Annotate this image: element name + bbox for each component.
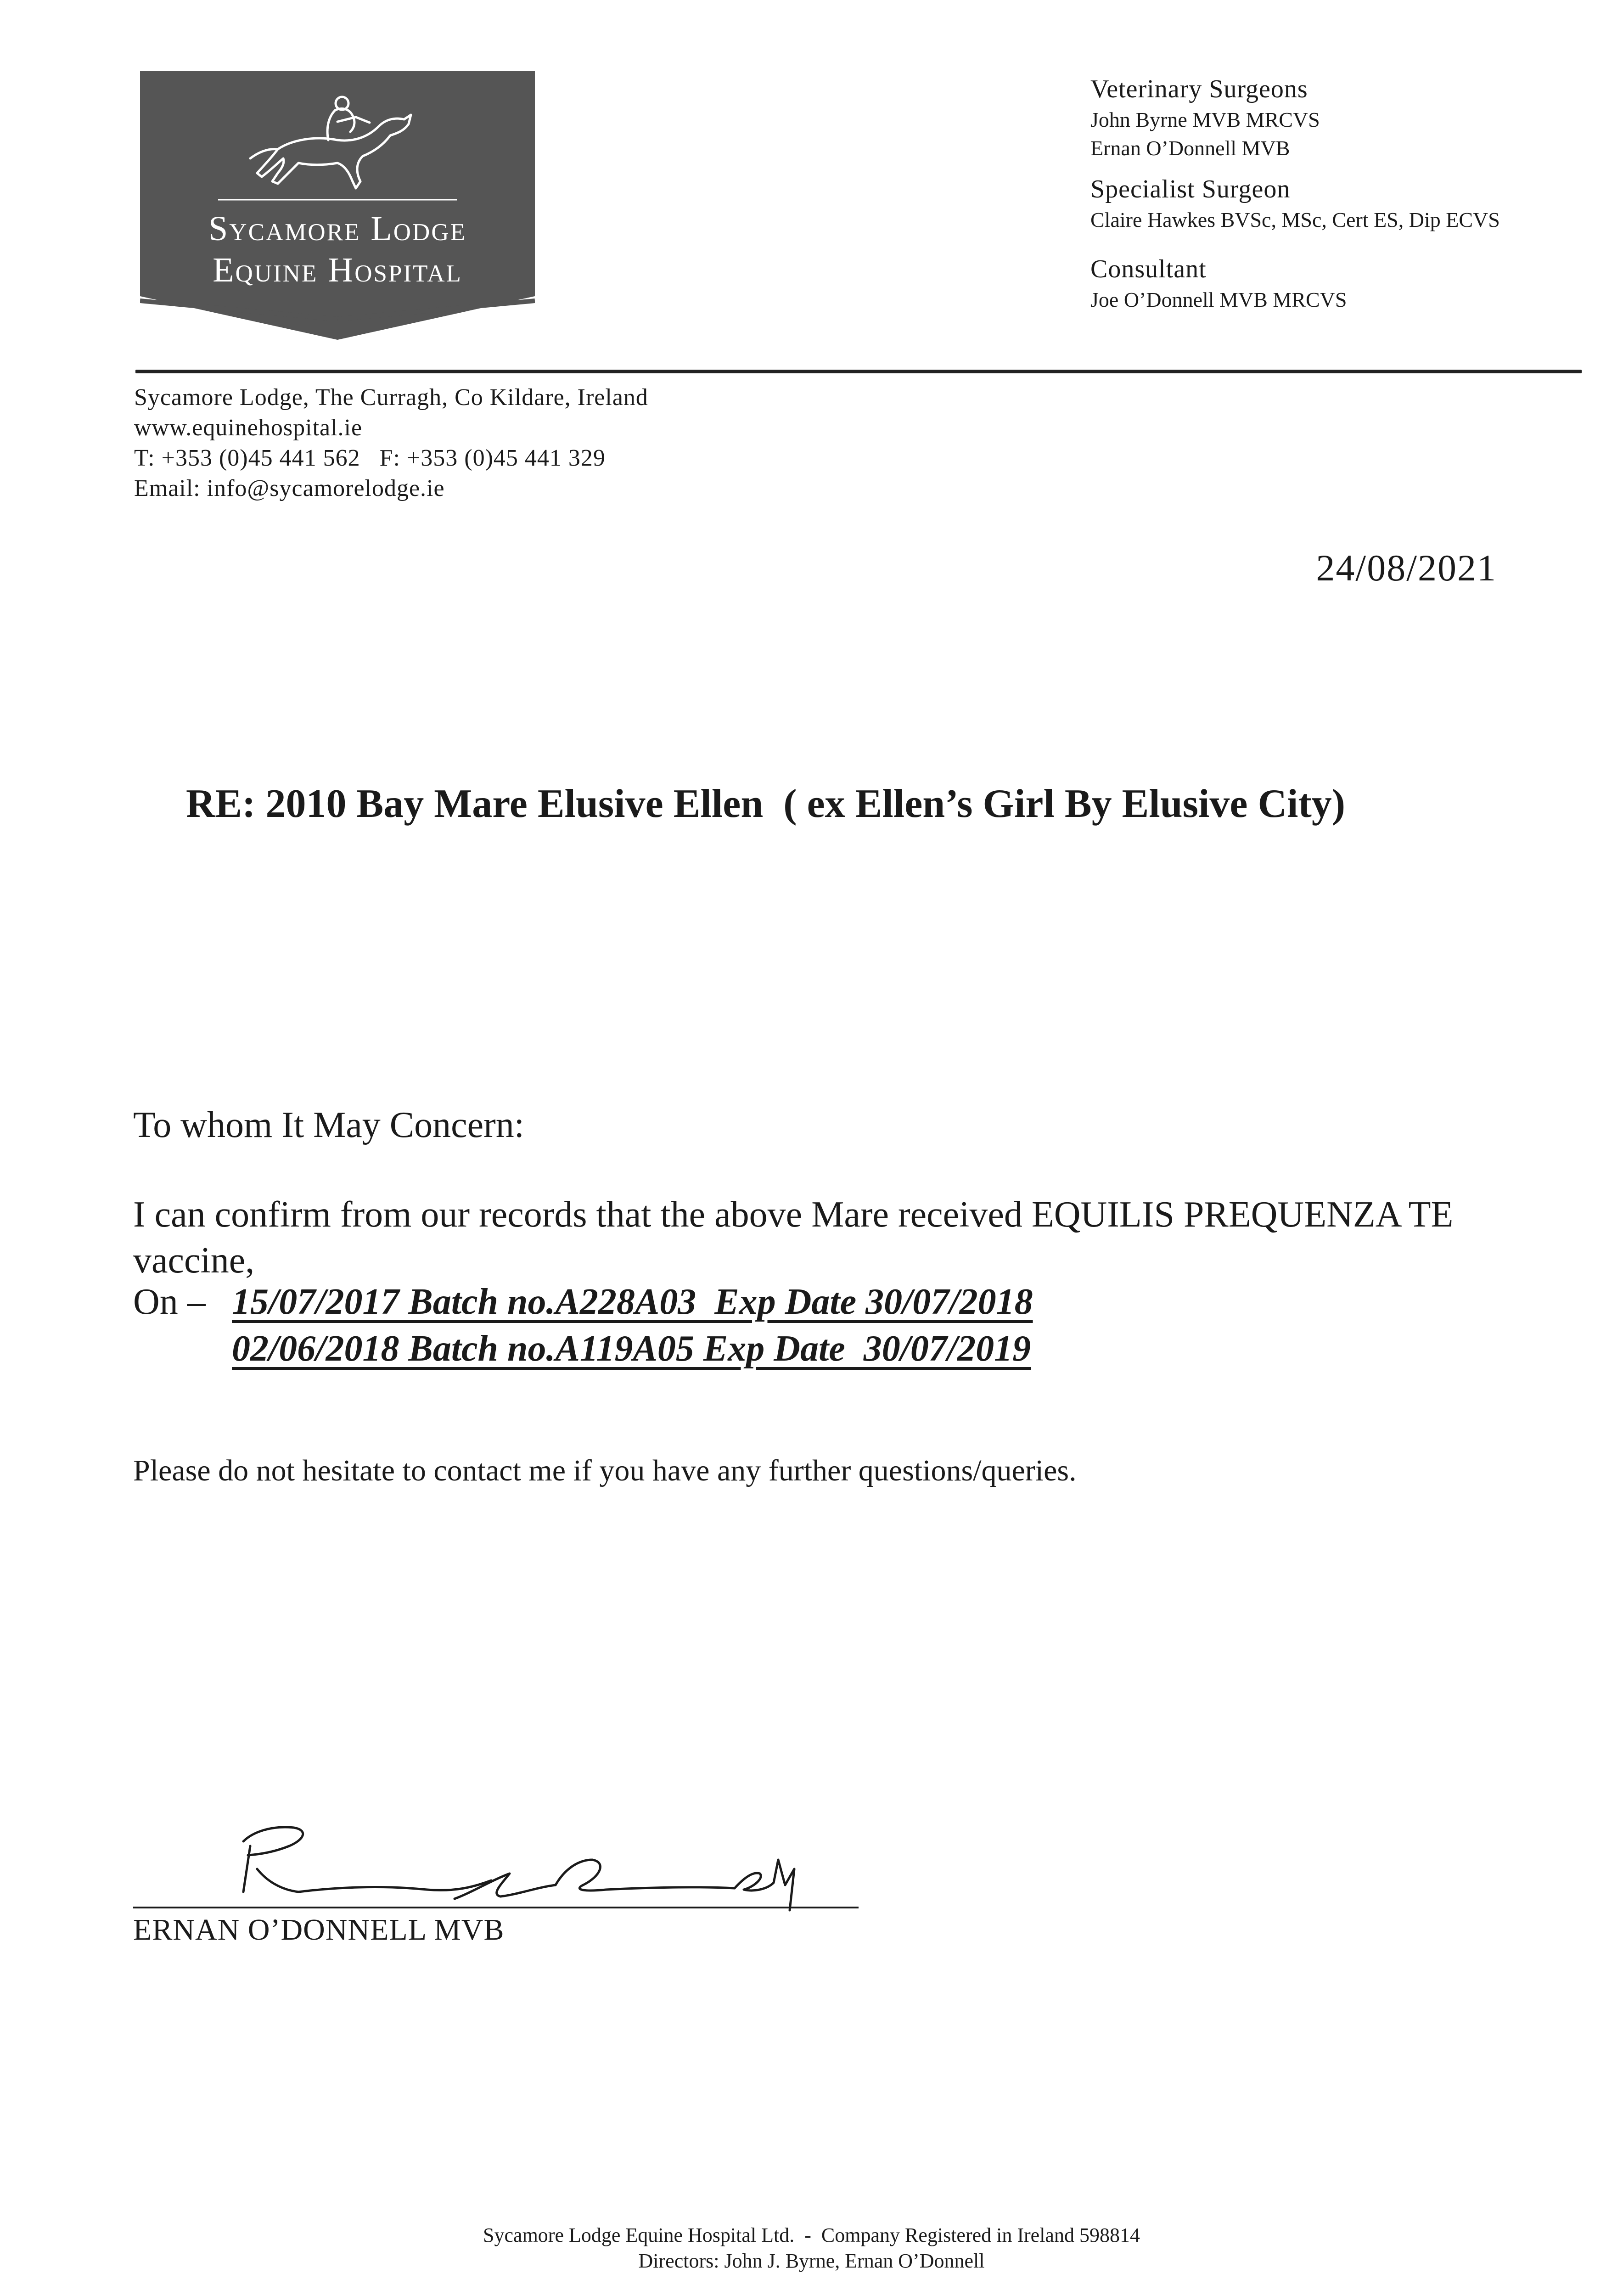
- address-block: [134, 383, 823, 504]
- handwritten-signature: [216, 1800, 836, 1919]
- consultant-heading: Consultant: [1090, 255, 1207, 283]
- email-link[interactable]: Email: info@sycamorelodge.ie: [134, 475, 445, 501]
- vet-name: Ernan O’Donnell MVB: [1090, 136, 1290, 160]
- header-divider: [135, 370, 1582, 373]
- website-link[interactable]: www.equinehospital.ie: [134, 415, 363, 441]
- specialist-heading: Specialist Surgeon: [1090, 175, 1291, 203]
- vet-name: John Byrne MVB MRCVS: [1090, 108, 1320, 131]
- closing-sentence: Please do not hesitate to contact me if you have any further questions/queries.: [133, 1454, 1077, 1487]
- footer: [321, 2223, 1302, 2274]
- letter-subject: RE: 2010 Bay Mare Elusive Ellen ( ex Ellen’s Girl By Elusive City): [186, 782, 1346, 826]
- signatory-name: ERNAN O’DONNELL MVB: [133, 1913, 505, 1947]
- phone-fax: T: +353 (0)45 441 562 F: +353 (0)45 441 329: [134, 445, 606, 471]
- footer-company: Sycamore Lodge Equine Hospital Ltd. - Company Registered in Ireland 598814: [483, 2224, 1140, 2246]
- letter-date: 24/08/2021: [1316, 547, 1497, 589]
- consultant-name: Joe O’Donnell MVB MRCVS: [1090, 288, 1347, 311]
- signature-line: [133, 1907, 859, 1908]
- staff-list: [1090, 73, 1595, 314]
- on-label: On –: [133, 1282, 206, 1322]
- logo-text-line2: Equine Hospital: [213, 251, 462, 289]
- vets-heading: Veterinary Surgeons: [1090, 75, 1308, 103]
- vaccination-record: 02/06/2018 Batch no.A119A05 Exp Date 30/07/2019: [232, 1328, 1031, 1369]
- footer-directors: Directors: John J. Byrne, Ernan O’Donnell: [638, 2250, 985, 2272]
- vaccination-record: 15/07/2017 Batch no.A228A03 Exp Date 30/07/2018: [232, 1282, 1033, 1322]
- postal-address: Sycamore Lodge, The Curragh, Co Kildare, Ireland: [134, 384, 648, 411]
- confirmation-paragraph: I can confirm from our records that the above Mare received EQUILIS PREQUENZA TE vaccine,: [133, 1194, 1454, 1281]
- specialist-name: Claire Hawkes BVSc, MSc, Cert ES, Dip ECVS: [1090, 208, 1500, 231]
- salutation: To whom It May Concern:: [133, 1105, 525, 1145]
- logo-text-line1: Sycamore Lodge: [208, 209, 466, 248]
- hospital-logo: [140, 71, 535, 347]
